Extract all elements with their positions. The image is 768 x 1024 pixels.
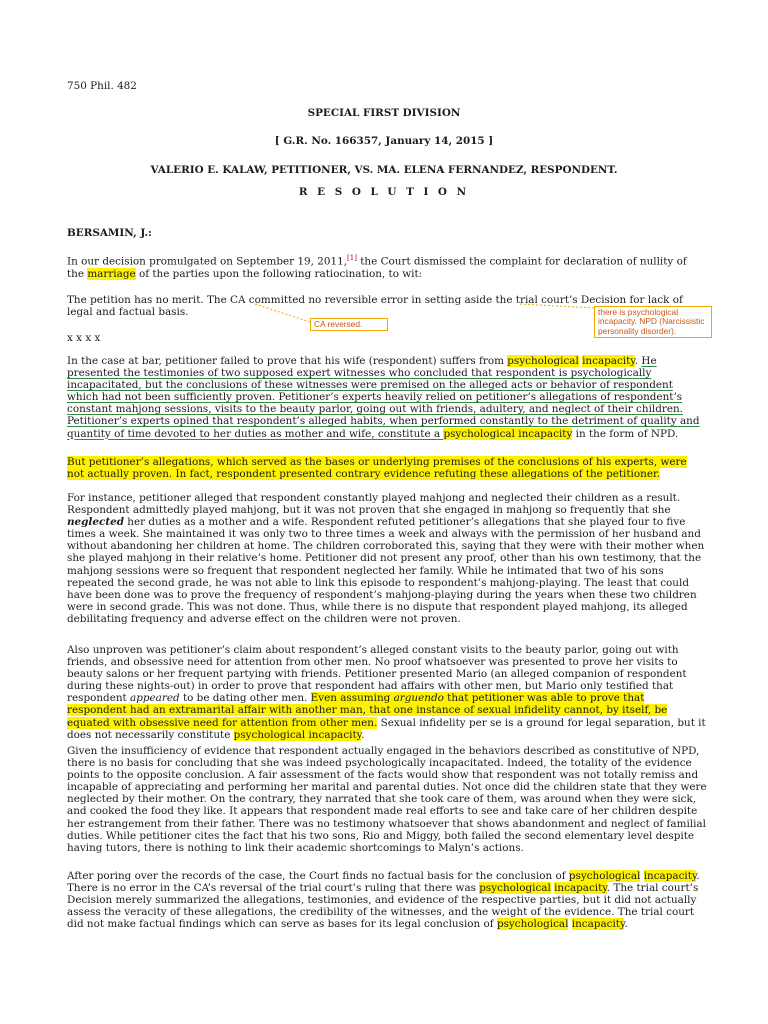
document-type: R E S O L U T I O N xyxy=(298,186,470,198)
case-number: [ G.R. No. 166357, January 14, 2015 ] xyxy=(274,135,494,147)
paragraph-conclusion: After poring over the records of the case, the Court finds no factual basis for the conclusion of psychological incapacity. There is no error in the CA’s reversal of the trial court’s ruling that there was psychological incapacity. The trial court’s Decision merely summarized the allegations, testimonies, and evidence of the respective parties, but it did not actually assess the veracity of these allegations, the credibility of the witnesses, and the weight of the evidence. The trial court did not make factual findings which can serve as bases for its legal conclusion of psychological incapacity. xyxy=(67,870,700,931)
paragraph-insufficiency: Given the insufficiency of evidence that respondent actually engaged in the behaviors described as constitutive of NPD, there is no basis for concluding that she was indeed psychologically incapacitated. Indeed, the totality of the evidence points to the opposite conclusion. A fair assessment of the facts would show that respondent was not totally remiss and incapable of appreciating and performing her marital and parental duties. Not once did the children state that they were neglected by their mother. On the contrary, they narrated that she took care of them, was around when they were sick, and cooked the food they like. It appears that respondent made real efforts to see and take care of her children despite her estrangement from their father. There was no testimony whatsoever that shows abandonment and neglect of familial duties. While petitioner cites the fact that his two sons, Rio and Miggy, both failed the second elementary level despite having tutors, there is nothing to link their academic shortcomings to Malyn’s actions. xyxy=(67,745,707,854)
ponente: BERSAMIN, J.: xyxy=(67,227,152,239)
footnote-link[interactable]: [1] xyxy=(347,254,357,262)
comment-connector xyxy=(515,296,605,316)
paragraph-allegations xyxy=(67,456,707,480)
ellipsis: x x x x xyxy=(67,332,101,344)
case-parties: VALERIO E. KALAW, PETITIONER, VS. MA. ELENA FERNANDEZ, RESPONDENT. xyxy=(150,164,618,176)
citation: 750 Phil. 482 xyxy=(67,80,137,92)
comment-ca-reversed[interactable]: CA reversed. xyxy=(310,318,388,331)
paragraph-mahjong: For instance, petitioner alleged that respondent constantly played mahjong and neglected their children as a result. Respondent admittedly played mahjong, but it was not proven that she engaged in mahjong so frequently that she neglected her duties as a mother and a wife. Respondent refuted petitioner’s allegations that she played four to five times a week. She maintained it was only two to three times a week and always with the permission of her husband and without abandoning her children at home. The children corroborated this, saying that they were with their mother when she played mahjong in their relative’s home. Petitioner did not present any proof, other than his own testimony, that the mahjong sessions were so frequent that respondent neglected her family. While he intimated that two of his sons repeated the second grade, he was not able to link this episode to respondent’s mahjong-playing. The least that could have been done was to prove the frequency of respondent’s mahjong-playing during the years when these two children were in second grade. This was not done. Thus, while there is no dispute that respondent played mahjong, its alleged debilitating frequency and adverse effect on the children were not proven. xyxy=(67,492,705,625)
paragraph-case-at-bar: In the case at bar, petitioner failed to prove that his wife (respondent) suffers from psychological incapacity. He presented the testimonies of two supposed expert witnesses who concluded that respondent is psychologically incapacitated, but the conclusions of these witnesses were premised on the alleged acts or behavior of respondent which had not been sufficiently proven. Petitioner’s experts heavily relied on petitioner’s allegations of respondent’s constant mahjong sessions, visits to the beauty parlor, going out with friends, adultery, and neglect of their children. Petitioner’s experts opined that respondent’s alleged habits, when performed constantly to the detriment of quality and quantity of time devoted to her duties as mother and wife, constitute a psychological incapacity in the form of NPD. xyxy=(67,355,700,440)
highlight: Even assuming arguendo that petitioner was able to prove that respondent had an extramarital affair with another man, that one instance of sexual infidelity cannot, by itself, be equated with obsessive need for attention from other men. xyxy=(67,692,668,729)
underlined-passage: He presented the testimonies of two supposed expert witnesses who concluded that respondent is psychologically incapacitated, but the conclusions of these witnesses were premised on the alleged acts or behavior of respondent which had not been sufficiently proven. Petitioner’s experts heavily relied on petitioner’s allegations of respondent’s constant mahjong sessions, visits to the beauty parlor, going out with friends, adultery, and neglect of their children. Petitioner’s experts opined that respondent’s alleged habits, when performed constantly to the detriment of quality and quantity of time devoted to her duties as mother and wife, constitute a xyxy=(67,355,700,440)
paragraph-beauty-parlor: Also unproven was petitioner’s claim about respondent’s alleged constant visits to the beauty parlor, going out with friends, and obsessive need for attention from other men. No proof whatsoever was presented to prove her visits to beauty salons or her frequent partying with friends. Petitioner presented Mario (an alleged companion of respondent during these nights-out) in order to prove that respondent had affairs with other men, but Mario only testified that respondent appeared to be dating other men. Even assuming arguendo that petitioner was able to prove that respondent had an extramarital affair with another man, that one instance of sexual infidelity cannot, by itself, be equated with obsessive need for attention from other men. Sexual infidelity per se is a ground for legal separation, but it does not necessarily constitute psychological incapacity. xyxy=(67,644,706,741)
highlight: psychological incapacity xyxy=(443,427,573,440)
division-heading: SPECIAL FIRST DIVISION xyxy=(307,107,461,119)
highlight: marriage xyxy=(87,267,136,280)
highlight: But petitioner’s allegations, which served as the bases or underlying premises of the conclusions of his experts, were not actually proven. In fact, respondent presented contrary evidence refuting these allegations of the petitioner. xyxy=(67,456,687,481)
comment-npd[interactable]: there is psychological incapacity. NPD (Narcissistic personality disorder). xyxy=(594,306,712,338)
paragraph-intro: In our decision promulgated on September 19, 2011,[1] the Court dismissed the complaint for declaration of nullity of the marriage of the parties upon the following ratiocination, to wit: xyxy=(67,254,687,280)
quote-paragraph: The petition has no merit. The CA committed no reversible error in setting aside the trial court’s Decision for lack of legal and factual basis. xyxy=(67,294,683,319)
